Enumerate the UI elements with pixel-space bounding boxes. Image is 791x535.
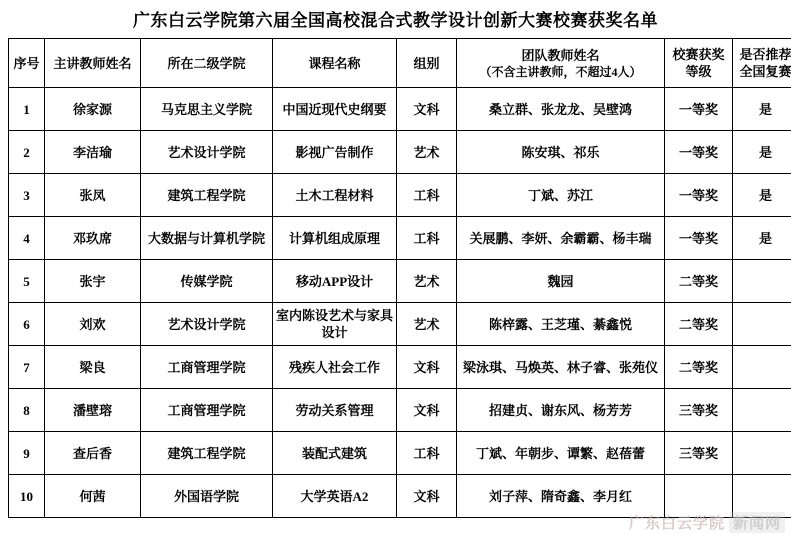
column-header-group — [397, 39, 457, 88]
award-list-table — [8, 38, 791, 518]
cell-team: 丁斌、苏江 — [457, 174, 665, 217]
cell-course: 室内陈设艺术与家具设计 — [273, 303, 397, 346]
table-row — [9, 432, 791, 475]
cell-college: 艺术设计学院 — [141, 303, 273, 346]
cell-team: 梁泳琪、马焕英、林子睿、张苑仪 — [457, 346, 665, 389]
cell-recommend — [733, 432, 791, 475]
cell-course: 影视广告制作 — [273, 131, 397, 174]
cell-recommend — [733, 389, 791, 432]
cell-team: 陈安琪、祁乐 — [457, 131, 665, 174]
cell-recommend: 是 — [733, 174, 791, 217]
cell-level: 一等奖 — [665, 88, 733, 131]
cell-team: 魏园 — [457, 260, 665, 303]
column-header-recommend-label: 是否推荐全国复赛 — [739, 47, 791, 79]
cell-course: 残疾人社会工作 — [273, 346, 397, 389]
cell-index: 1 — [9, 88, 45, 131]
cell-level: 三等奖 — [665, 389, 733, 432]
table-body — [9, 88, 791, 518]
cell-teacher: 张凤 — [45, 174, 141, 217]
cell-recommend: 是 — [733, 131, 791, 174]
cell-college: 外国语学院 — [141, 475, 273, 518]
cell-group: 工科 — [397, 432, 457, 475]
cell-index: 4 — [9, 217, 45, 260]
cell-recommend — [733, 260, 791, 303]
cell-teacher: 徐家源 — [45, 88, 141, 131]
table-row — [9, 475, 791, 518]
cell-college: 大数据与计算机学院 — [141, 217, 273, 260]
column-header-course — [273, 39, 397, 88]
page-title: 广东白云学院第六届全国高校混合式教学设计创新大赛校赛获奖名单 — [133, 11, 658, 30]
cell-college: 建筑工程学院 — [141, 432, 273, 475]
cell-group: 文科 — [397, 346, 457, 389]
cell-teacher: 梁良 — [45, 346, 141, 389]
cell-college: 传媒学院 — [141, 260, 273, 303]
table-header-row — [9, 39, 791, 88]
cell-team: 丁斌、年朝步、谭繁、赵蓓蕾 — [457, 432, 665, 475]
cell-teacher: 潘壁瑢 — [45, 389, 141, 432]
table-row — [9, 303, 791, 346]
cell-team: 桑立群、张龙龙、吴壁鸿 — [457, 88, 665, 131]
cell-course: 土木工程材料 — [273, 174, 397, 217]
cell-team: 关展鹏、李妍、余霸霸、杨丰瑞 — [457, 217, 665, 260]
column-header-college-label: 所在二级学院 — [167, 55, 246, 71]
cell-recommend — [733, 346, 791, 389]
cell-index: 9 — [9, 432, 45, 475]
cell-course: 劳动关系管理 — [273, 389, 397, 432]
cell-level: 二等奖 — [665, 346, 733, 389]
cell-index: 5 — [9, 260, 45, 303]
cell-teacher: 李洁瑜 — [45, 131, 141, 174]
cell-level: 二等奖 — [665, 260, 733, 303]
cell-teacher: 何茜 — [45, 475, 141, 518]
column-header-team — [457, 39, 665, 88]
cell-recommend — [733, 303, 791, 346]
column-header-index — [9, 39, 45, 88]
column-header-teacher — [45, 39, 141, 88]
column-header-level-label: 校赛获奖等级 — [672, 47, 725, 79]
cell-index: 3 — [9, 174, 45, 217]
cell-team: 陈梓露、王芝瑾、綦鑫悦 — [457, 303, 665, 346]
cell-group: 工科 — [397, 174, 457, 217]
column-header-team-note: （不含主讲教师，不超过4人） — [479, 64, 642, 79]
cell-course: 大学英语A2 — [273, 475, 397, 518]
cell-course: 计算机组成原理 — [273, 217, 397, 260]
cell-level: 三等奖 — [665, 432, 733, 475]
cell-group: 文科 — [397, 88, 457, 131]
cell-index: 8 — [9, 389, 45, 432]
cell-group: 艺术 — [397, 260, 457, 303]
table-row — [9, 131, 791, 174]
cell-college: 工商管理学院 — [141, 389, 273, 432]
cell-index: 10 — [9, 475, 45, 518]
cell-level: 一等奖 — [665, 174, 733, 217]
cell-course: 中国近现代史纲要 — [273, 88, 397, 131]
cell-level — [665, 475, 733, 518]
cell-group: 艺术 — [397, 131, 457, 174]
table-row — [9, 88, 791, 131]
column-header-level — [665, 39, 733, 88]
watermark-site: 新闻网 — [729, 512, 785, 533]
cell-teacher: 查后香 — [45, 432, 141, 475]
column-header-teacher-label: 主讲教师姓名 — [53, 55, 132, 71]
table-row — [9, 346, 791, 389]
cell-college: 马克思主义学院 — [141, 88, 273, 131]
cell-college: 建筑工程学院 — [141, 174, 273, 217]
cell-level: 一等奖 — [665, 217, 733, 260]
cell-level: 二等奖 — [665, 303, 733, 346]
column-header-recommend — [733, 39, 791, 88]
cell-team: 刘子萍、隋奇鑫、李月红 — [457, 475, 665, 518]
column-header-group-label: 组别 — [413, 55, 440, 71]
cell-group: 工科 — [397, 217, 457, 260]
cell-team: 招建贞、谢东风、杨芳芳 — [457, 389, 665, 432]
table-header — [9, 39, 791, 88]
cell-level: 一等奖 — [665, 131, 733, 174]
cell-teacher: 张宇 — [45, 260, 141, 303]
column-header-index-label: 序号 — [13, 55, 40, 71]
watermark-brand: 广东白云学院 — [628, 516, 725, 532]
table-row — [9, 389, 791, 432]
column-header-team-label: 团队教师姓名 — [521, 47, 600, 63]
column-header-college — [141, 39, 273, 88]
cell-recommend — [733, 475, 791, 518]
cell-course: 移动APP设计 — [273, 260, 397, 303]
cell-recommend: 是 — [733, 217, 791, 260]
table-row — [9, 260, 791, 303]
table-row — [9, 217, 791, 260]
cell-teacher: 刘欢 — [45, 303, 141, 346]
cell-course: 装配式建筑 — [273, 432, 397, 475]
cell-teacher: 邓玖席 — [45, 217, 141, 260]
cell-index: 2 — [9, 131, 45, 174]
cell-group: 艺术 — [397, 303, 457, 346]
column-header-course-label: 课程名称 — [308, 55, 361, 71]
cell-index: 7 — [9, 346, 45, 389]
table-row — [9, 174, 791, 217]
cell-group: 文科 — [397, 389, 457, 432]
cell-index: 6 — [9, 303, 45, 346]
cell-college: 艺术设计学院 — [141, 131, 273, 174]
cell-college: 工商管理学院 — [141, 346, 273, 389]
cell-group: 文科 — [397, 475, 457, 518]
cell-recommend: 是 — [733, 88, 791, 131]
